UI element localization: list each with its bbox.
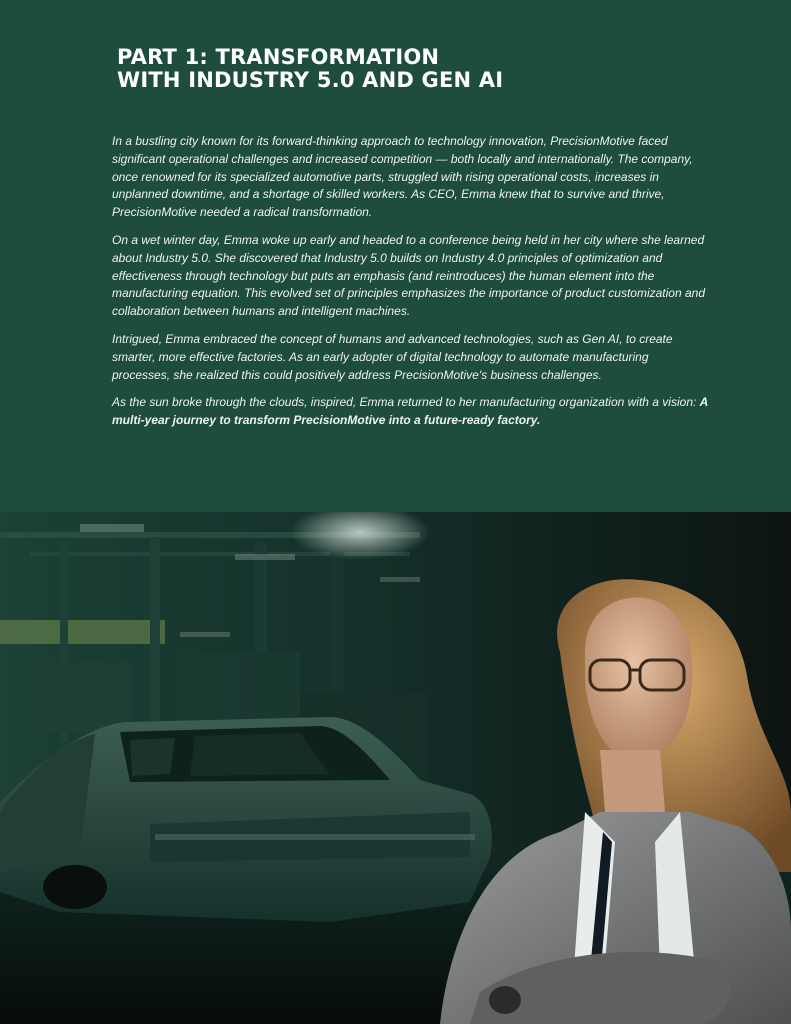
paragraph-4 bbox=[112, 394, 708, 430]
closing-lead: As the sun broke through the clouds, inspired, Emma returned to her manufacturing organization with a vision: bbox=[112, 395, 700, 410]
paragraph-2: On a wet winter day, Emma woke up early and headed to a conference being held in her city where she learned about Industry 5.0. She discovered that Industry 5.0 builds on Industry 4.0 principles of optimization and effectiveness through technology but puts an emphasis (and reintroduces) the human element into the manufacturing equation. This evolved set of principles emphasizes the importance of product customization and collaboration between humans and intelligent machines. bbox=[112, 232, 705, 319]
page-title bbox=[117, 46, 717, 92]
story-body bbox=[112, 133, 708, 440]
paragraph-1: In a bustling city known for its forward-thinking approach to technology innovation, PrecisionMotive faced significant operational challenges and increased competition — both locally and internationally. The company, once renowned for its specialized automotive parts, struggled with rising operational costs, increases in unplanned downtime, and a shortage of skilled workers. As CEO, Emma knew that to survive and thrive, PrecisionMotive needed a radical transformation. bbox=[112, 134, 693, 220]
watch-illustration bbox=[489, 986, 521, 1014]
title-line-2: WITH INDUSTRY 5.0 AND GEN AI bbox=[117, 68, 504, 92]
hero-photo bbox=[0, 512, 791, 1024]
title-line-1: PART 1: TRANSFORMATION bbox=[117, 45, 440, 69]
closing-vision: A multi-year journey to transform PrecisionMotive into a future-ready factory. bbox=[112, 395, 708, 428]
factory-scene-illustration bbox=[0, 512, 791, 1024]
paragraph-3: Intrigued, Emma embraced the concept of humans and advanced technologies, such as Gen AI, to create smarter, more effective factories. As an early adopter of digital technology to automate manufacturing processes, she realized this could positively address PrecisionMotive's business challenges. bbox=[112, 331, 673, 382]
